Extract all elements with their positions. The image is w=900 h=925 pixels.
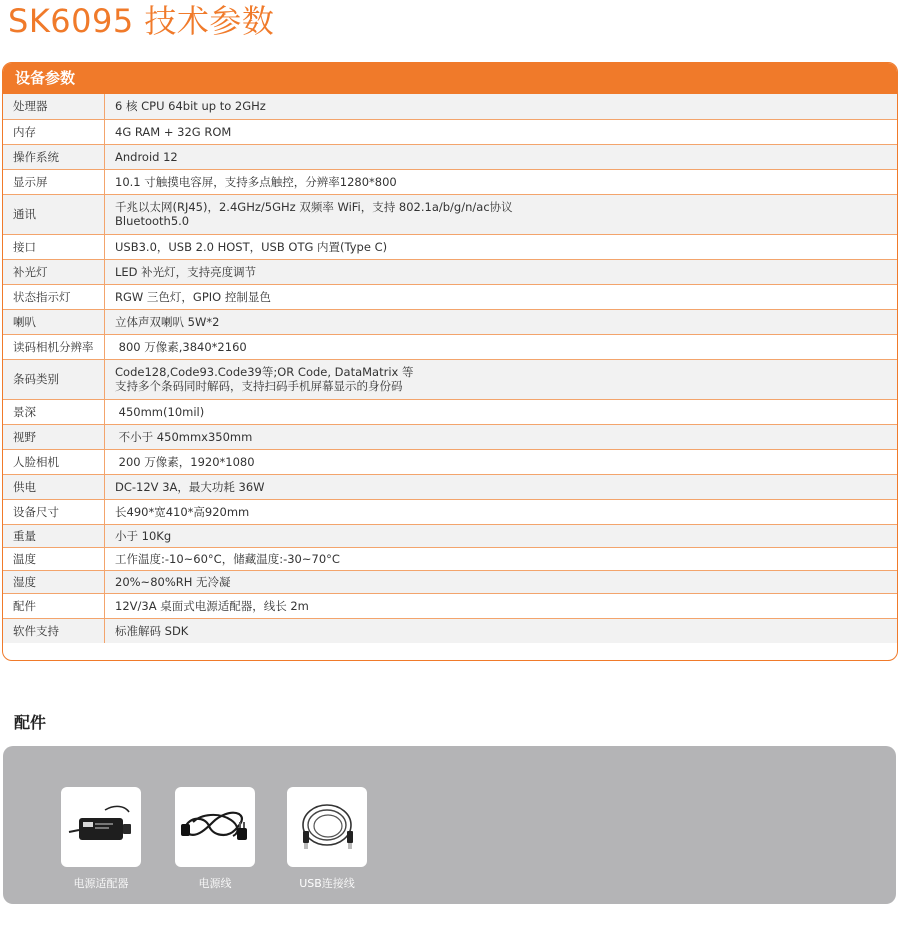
spec-row: [3, 547, 897, 570]
spec-row: [3, 593, 897, 618]
spec-row: [3, 474, 897, 499]
spec-value: [105, 94, 898, 119]
accessories-title: 配件: [14, 713, 47, 732]
spec-value-line: 小于 10Kg: [115, 528, 172, 543]
spec-value-line: 标准解码 SDK: [115, 623, 189, 638]
accessory-label: USB连接线: [299, 877, 355, 890]
spec-value-line: 6 核 CPU 64bit up to 2GHz: [115, 99, 266, 114]
spec-value-line: 立体声双喇叭 5W*2: [115, 314, 220, 329]
spec-value-line: DC-12V 3A，最大功耗 36W: [115, 479, 265, 494]
spec-label: 通讯: [3, 194, 105, 234]
spec-label: 人脸相机: [3, 449, 105, 474]
spec-value: [105, 144, 898, 169]
power-adapter-thumb: [61, 787, 141, 867]
spec-value-line: 20%~80%RH 无冷凝: [115, 574, 231, 589]
spec-value-line: 工作温度:-10~60°C，储藏温度:-30~70°C: [115, 551, 340, 566]
spec-label: 接口: [3, 234, 105, 259]
spec-label: 处理器: [3, 94, 105, 119]
spec-value: [105, 618, 898, 643]
spec-value: [105, 309, 898, 334]
spec-row: [3, 359, 897, 399]
spec-row: [3, 259, 897, 284]
spec-value-line: 12V/3A 桌面式电源适配器，线长 2m: [115, 598, 309, 613]
spec-row: [3, 94, 897, 119]
spec-value-line: Android 12: [115, 149, 178, 164]
spec-label: 供电: [3, 474, 105, 499]
spec-value: [105, 194, 898, 234]
accessory-item-usb-cable: [287, 787, 367, 891]
spec-value: [105, 424, 898, 449]
spec-value: [105, 169, 898, 194]
spec-row: [3, 399, 897, 424]
spec-value: [105, 449, 898, 474]
spec-label: 补光灯: [3, 259, 105, 284]
accessory-label: 电源适配器: [73, 877, 129, 890]
spec-header: 设备参数: [3, 63, 897, 94]
spec-label: 操作系统: [3, 144, 105, 169]
spec-label: 温度: [3, 547, 105, 570]
spec-label: 状态指示灯: [3, 284, 105, 309]
spec-value-line: LED 补光灯，支持亮度调节: [115, 264, 257, 279]
spec-label: 设备尺寸: [3, 499, 105, 524]
spec-row: [3, 570, 897, 593]
usb-cable-thumb: [287, 787, 367, 867]
spec-label: 内存: [3, 119, 105, 144]
spec-value: [105, 524, 898, 547]
spec-label: 视野: [3, 424, 105, 449]
power-cord-icon: [179, 802, 251, 852]
spec-label: 喇叭: [3, 309, 105, 334]
spec-value: [105, 334, 898, 359]
spec-row: [3, 234, 897, 259]
spec-value-line: 千兆以太网(RJ45)，2.4GHz/5GHz 双频率 WiFi，支持 802.1a/b/g/n/ac协议: [115, 200, 513, 214]
spec-label: 条码类别: [3, 359, 105, 399]
spec-label: 软件支持: [3, 618, 105, 643]
spec-value: [105, 547, 898, 570]
usb-cable-icon: [291, 795, 363, 859]
spec-value: [105, 359, 898, 399]
spec-row: [3, 309, 897, 334]
spec-value: [105, 234, 898, 259]
accessory-item-power-adapter: [61, 787, 141, 891]
spec-row: [3, 334, 897, 359]
accessory-item-power-cord: [175, 787, 255, 891]
spec-value: [105, 259, 898, 284]
spec-row: [3, 449, 897, 474]
spec-value-line: Code128,Code93.Code39等;OR Code, DataMatrix 等: [115, 365, 414, 379]
spec-value: [105, 399, 898, 424]
spec-label: 配件: [3, 593, 105, 618]
spec-row: [3, 618, 897, 643]
spec-value: [105, 119, 898, 144]
spec-card: [2, 62, 898, 661]
spec-label: 湿度: [3, 570, 105, 593]
spec-value: [105, 570, 898, 593]
accessories-panel: [3, 746, 896, 904]
page-title: SK6095 技术参数: [8, 2, 275, 40]
spec-label: 显示屏: [3, 169, 105, 194]
spec-row: [3, 169, 897, 194]
spec-value: [105, 593, 898, 618]
spec-value-line: 10.1 寸触摸电容屏，支持多点触控，分辨率1280*800: [115, 174, 397, 189]
spec-row: [3, 524, 897, 547]
spec-label: 景深: [3, 399, 105, 424]
spec-value-line: USB3.0，USB 2.0 HOST，USB OTG 内置(Type C): [115, 239, 388, 254]
spec-value-line: 200 万像素，1920*1080: [115, 454, 255, 469]
spec-value-line: Bluetooth5.0: [115, 214, 190, 228]
spec-row: [3, 499, 897, 524]
spec-value-line: 不小于 450mmx350mm: [115, 429, 253, 444]
spec-value-line: 支持多个条码同时解码，支持扫码手机屏幕显示的身份码: [115, 379, 403, 393]
spec-row: [3, 144, 897, 169]
spec-value-line: RGW 三色灯，GPIO 控制显色: [115, 289, 271, 304]
spec-value-line: 长490*宽410*高920mm: [115, 504, 250, 519]
spec-value: [105, 474, 898, 499]
spec-value-line: 800 万像素,3840*2160: [115, 339, 247, 354]
spec-value: [105, 499, 898, 524]
spec-row: [3, 424, 897, 449]
spec-value: [105, 284, 898, 309]
power-cord-thumb: [175, 787, 255, 867]
spec-row: [3, 194, 897, 234]
spec-row: [3, 284, 897, 309]
spec-row: [3, 119, 897, 144]
spec-table: [3, 94, 897, 643]
spec-value-line: 450mm(10mil): [115, 404, 205, 419]
power-adapter-icon: [65, 802, 137, 852]
spec-value-line: 4G RAM + 32G ROM: [115, 124, 232, 139]
accessory-label: 电源线: [198, 877, 232, 890]
spec-label: 重量: [3, 524, 105, 547]
spec-label: 读码相机分辨率: [3, 334, 105, 359]
